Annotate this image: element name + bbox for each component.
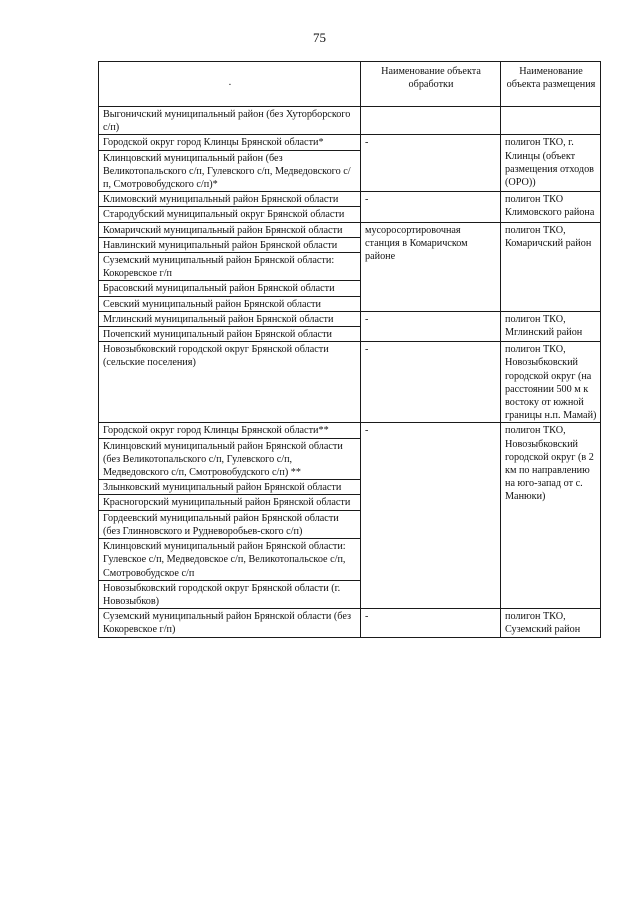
municipality-cell: Севский муниципальный район Брянской области xyxy=(99,296,361,311)
municipality-cell: Выгоничский муниципальный район (без Хуторборского с/п) xyxy=(99,107,361,135)
table-row xyxy=(99,311,601,326)
placement-facility-cell: полигон ТКО, Новозыбковский городской округ (в 2 км по направлению на юго-запад от с. Манюки) xyxy=(501,423,601,609)
table-row xyxy=(99,342,601,423)
municipality-cell: Клинцовский муниципальный район Брянской области (без Великотопальского с/п, Гулевского с/п, Медведовского с/п, Смотровобудского с/п) ** xyxy=(99,438,361,480)
header-col-municipality: · xyxy=(99,62,361,107)
processing-facility-cell: - xyxy=(361,135,501,192)
municipality-cell: Брасовский муниципальный район Брянской области xyxy=(99,281,361,296)
table-row xyxy=(99,222,601,237)
placement-facility-cell: полигон ТКО, г. Клинцы (объект размещения отходов (ОРО)) xyxy=(501,135,601,192)
municipality-cell: Клинцовский муниципальный район (без Великотопальского с/п, Гулевского с/п, Медведовского с/п, Смотровобудского с/п)* xyxy=(99,150,361,192)
processing-facility-cell xyxy=(361,107,501,135)
placement-facility-cell: полигон ТКО, Новозыбковский городской округ (на расстоянии 500 м к востоку от южной границы н.п. Мамай) xyxy=(501,342,601,423)
table-row xyxy=(99,135,601,150)
waste-facilities-table xyxy=(98,61,601,638)
placement-facility-cell: полигон ТКО, Суземский район xyxy=(501,609,601,637)
placement-facility-cell: полигон ТКО Климовского района xyxy=(501,192,601,222)
placement-facility-cell xyxy=(501,107,601,135)
table-row xyxy=(99,609,601,637)
header-col-processing: Наименование объекта обработки xyxy=(361,62,501,107)
municipality-cell: Клинцовский муниципальный район Брянской области: Гулевское с/п, Медведовское с/п, Великотопальское с/п, Смотровобудское с/п xyxy=(99,539,361,581)
municipality-cell: Климовский муниципальный район Брянской области xyxy=(99,192,361,207)
municipality-cell: Мглинский муниципальный район Брянской области xyxy=(99,311,361,326)
municipality-cell: Городской округ город Клинцы Брянской области* xyxy=(99,135,361,150)
processing-facility-cell: - xyxy=(361,192,501,222)
municipality-cell: Красногорский муниципальный район Брянской области xyxy=(99,495,361,510)
processing-facility-cell: - xyxy=(361,342,501,423)
table-row xyxy=(99,192,601,207)
municipality-cell: Комаричский муниципальный район Брянской области xyxy=(99,222,361,237)
municipality-cell: Новозыбковский городской округ Брянской области (г. Новозыбков) xyxy=(99,580,361,608)
municipality-cell: Стародубский муниципальный округ Брянской области xyxy=(99,207,361,222)
placement-facility-cell: полигон ТКО, Мглинский район xyxy=(501,311,601,341)
table-header-row xyxy=(99,62,601,107)
processing-facility-cell: - xyxy=(361,609,501,637)
table-row xyxy=(99,423,601,438)
placement-facility-cell: полигон ТКО, Комаричский район xyxy=(501,222,601,311)
municipality-cell: Почепский муниципальный район Брянской области xyxy=(99,327,361,342)
municipality-cell: Суземский муниципальный район Брянской области: Кокоревское г/п xyxy=(99,253,361,281)
municipality-cell: Гордеевский муниципальный район Брянской области (без Глинновского и Рудневоробьев-ского с/п) xyxy=(99,510,361,538)
header-col-placement: Наименование объекта размещения xyxy=(501,62,601,107)
page-number: 75 xyxy=(313,30,326,45)
processing-facility-cell: мусоросортировочная станция в Комаричском районе xyxy=(361,222,501,311)
table-row xyxy=(99,107,601,135)
municipality-cell: Городской округ город Клинцы Брянской области** xyxy=(99,423,361,438)
municipality-cell: Суземский муниципальный район Брянской области (без Кокоревское г/п) xyxy=(99,609,361,637)
processing-facility-cell: - xyxy=(361,423,501,609)
processing-facility-cell: - xyxy=(361,311,501,341)
municipality-cell: Злынковский муниципальный район Брянской области xyxy=(99,480,361,495)
municipality-cell: Новозыбковский городской округ Брянской области (сельские поселения) xyxy=(99,342,361,423)
municipality-cell: Навлинский муниципальный район Брянской области xyxy=(99,237,361,252)
